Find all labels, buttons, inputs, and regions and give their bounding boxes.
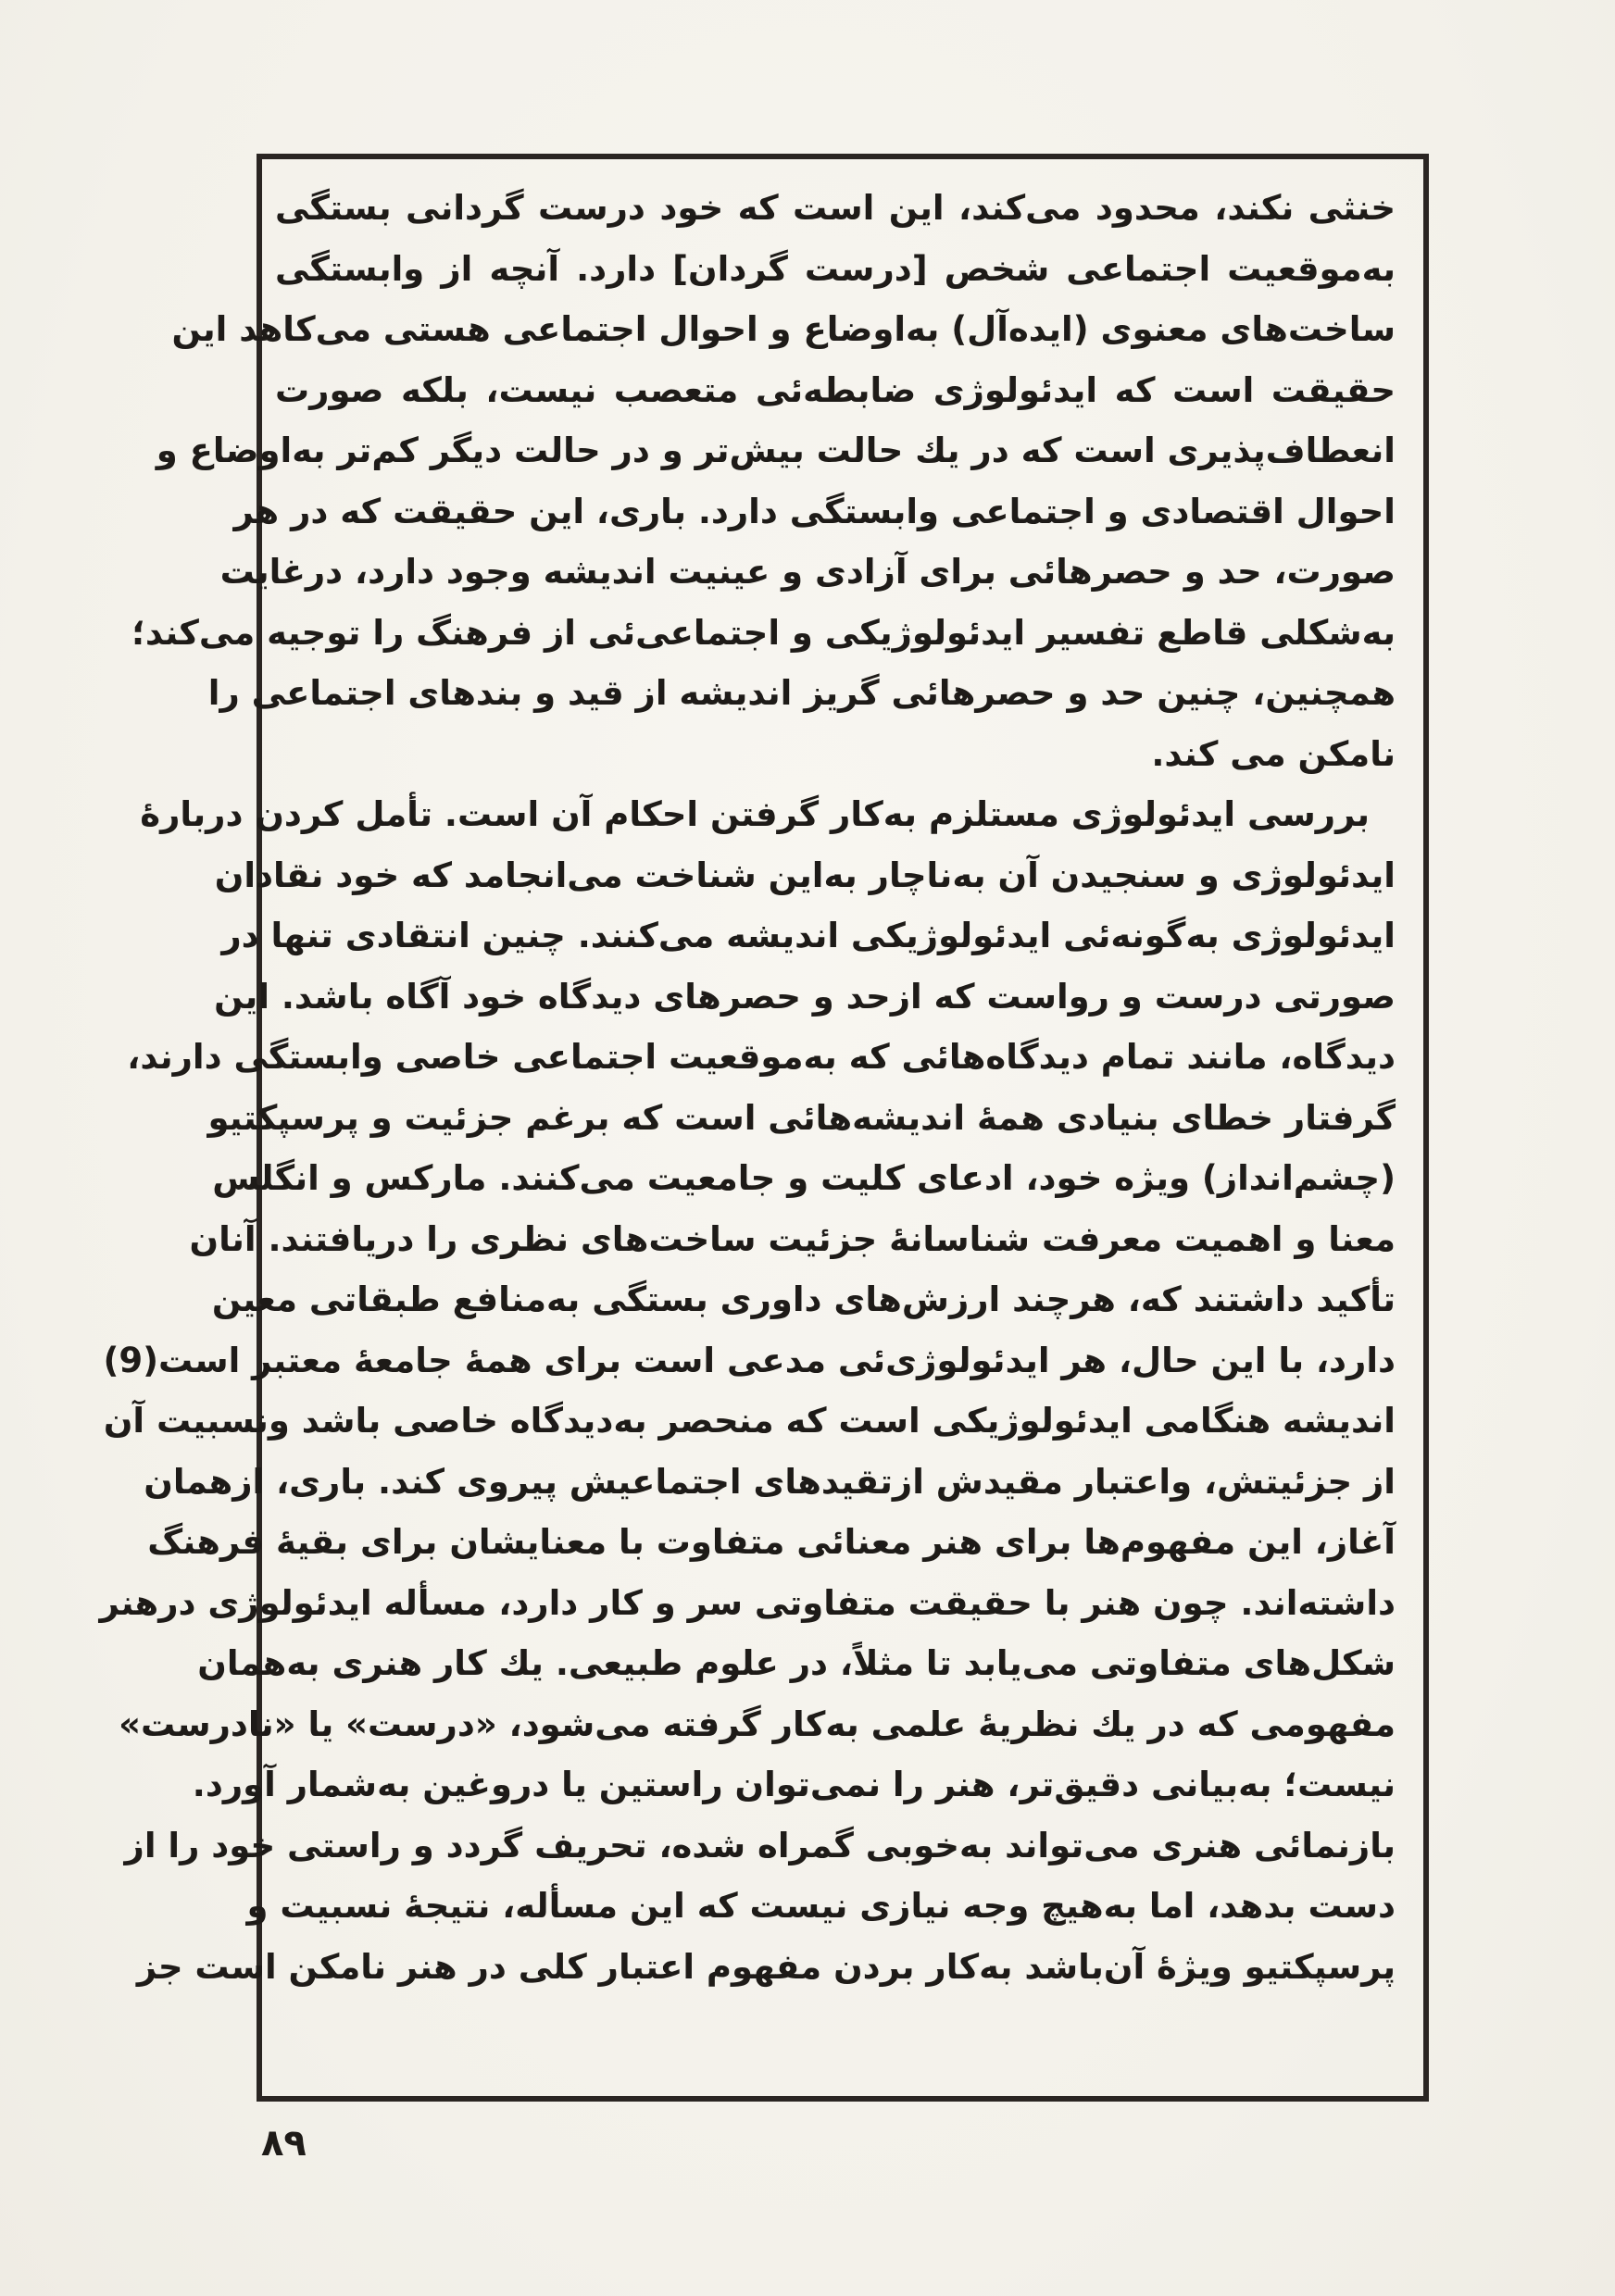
text-line: به‌شکلی قاطع تفسیر ایدئولوژیکی و اجتماعی‌ئی از فرهنگ را توجیه می‌کند؛ [131,612,1396,653]
paragraph-start-line: بررسی ایدئولوژی مستلزم به‌کار گرفتن احکام آن است. تأمل کردن دربارهٔ [140,794,1370,834]
text-line: شکل‌های متفاوتی می‌یابد تا مثلاً، در علوم طبیعی. یك کار هنری به‌همان [197,1643,1396,1683]
body-text [99,178,1396,1997]
text-line: دارد، با این حال، هر ایدئولوژی‌ئی مدعی است برای همهٔ جامعهٔ معتبر است(9) [103,1340,1396,1380]
text-line: صورتی درست و رواست که ازحد و حصرهای دیدگاه خود آگاه باشد. این [214,976,1396,1017]
page-number: ۸۹ [261,2122,307,2165]
text-line: نیست؛ به‌بیانی دقیق‌تر، هنر را نمی‌توان راستین یا دروغین به‌شمار آورد. [192,1765,1396,1804]
text-line: حقیقت است که ایدئولوژی ضابطه‌ئی متعصب نیست، بلکه صورت [275,369,1396,410]
text-line: بازنمائی هنری می‌تواند به‌خوبی گمراه شده، تحریف گردد و راستی خود را از [124,1825,1396,1866]
text-line: مفهومی که در یك نظریهٔ علمی به‌کار گرفته می‌شود، «درست» یا «نادرست» [119,1703,1396,1744]
text-line: (چشم‌انداز) ویژه خود، ادعای کلیت و جامعیت می‌کنند. مارکس و انگلس [212,1158,1396,1198]
text-line: ساخت‌های معنوی (ایده‌آل) به‌اوضاع و احوال اجتماعی هستی می‌کاهد این [171,309,1396,349]
text-line: ایدئولوژی به‌گونه‌ئی ایدئولوژیکی اندیشه می‌کنند. چنین انتقادی تنها در [221,916,1396,955]
text-line: احوال اقتصادی و اجتماعی وابستگی دارد. باری، این حقیقت که در هر [233,491,1396,531]
text-line: اندیشه هنگامی ایدئولوژیکی است که منحصر به‌دیدگاه خاصی باشد ونسبیت آن [103,1401,1396,1441]
text-line: از جزئیتش، واعتبار مقیدش ازتقیدهای اجتماعیش پیروی کند. باری، ازهمان [144,1461,1396,1502]
text-line: همچنین، چنین حد و حصرهائی گریز اندیشه از قید و بندهای اجتماعی را [207,673,1396,713]
text-line: انعطاف‌پذیری است که در یك حالت بیش‌تر و در حالت دیگر کم‌تر به‌اوضاع و [156,430,1396,470]
text-line: آغاز، این مفهوم‌ها برای هنر معنائی متفاوت با معنایشان برای بقیهٔ فرهنگ [147,1522,1396,1562]
text-line: ایدئولوژی و سنجیدن آن به‌ناچار به‌این شناخت می‌انجامد که خود نقادان [214,855,1396,895]
text-line: خنثی نکند، محدود می‌کند، این است که خود درست گردانی بستگی [275,188,1396,228]
text-frame [99,154,1429,2102]
text-line: به‌موقعیت اجتماعی شخص [درست گردان] دارد. آنچه از وابستگی [275,248,1396,289]
text-line: پرسپکتیو ویژهٔ آن‌باشد به‌کار بردن مفهوم اعتبار کلی در هنر نامکن است جز [136,1946,1396,1987]
text-line: داشته‌اند. چون هنر با حقیقت متفاوتی سر و کار دارد، مسأله ایدئولوژی درهنر [99,1582,1396,1623]
text-line: معنا و اهمیت معرفت شناسانهٔ جزئیت ساخت‌های نظری را دریافتند. آنان [189,1218,1396,1259]
text-line: تأکید داشتند که، هرچند ارزش‌های داوری بستگی به‌منافع طبقاتی معین [211,1279,1396,1319]
text-line: گرفتار خطای بنیادی همهٔ اندیشه‌هائی است که برغم جزئیت و پرسپکتیو [207,1097,1396,1138]
text-line: نامکن می کند. [1151,733,1396,774]
text-line: صورت، حد و حصرهائی برای آزادی و عینیت اندیشه وجود دارد، درغایت [219,552,1396,592]
text-line: دیدگاه، مانند تمام دیدگاه‌هائی که به‌موقعیت اجتماعی خاصی وابستگی دارند، [127,1037,1396,1077]
text-line: دست بدهد، اما به‌هیچ وجه نیازی نیست که این مسأله، نتیجهٔ نسبیت و [246,1886,1396,1926]
